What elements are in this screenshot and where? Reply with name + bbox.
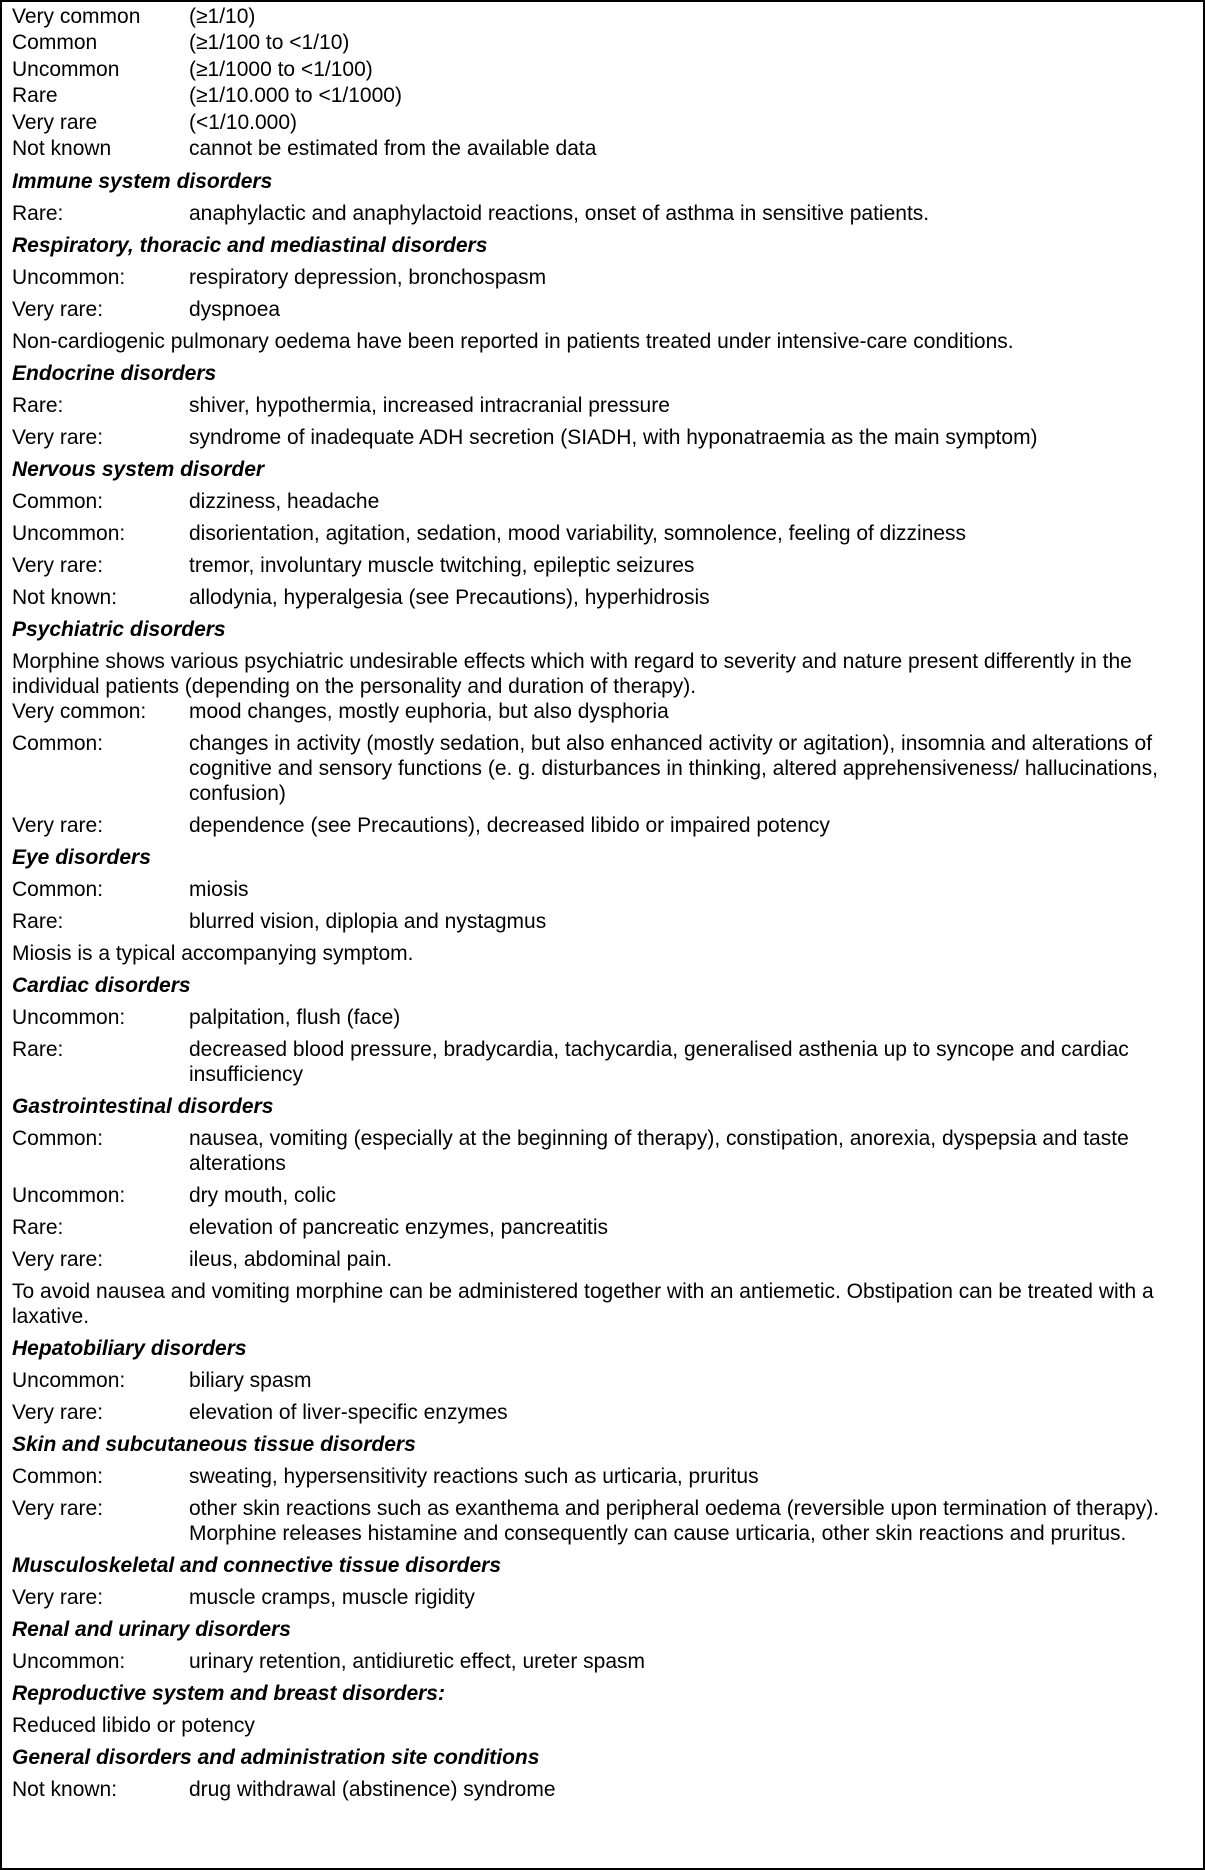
frequency-definition: cannot be estimated from the available data [189,136,597,160]
section-note: Non-cardiogenic pulmonary oedema have been reported in patients treated under intensive-care conditions. [12,330,1014,354]
frequency-label: Uncommon: [12,1006,126,1030]
effect-row [12,1126,1193,1176]
disorder-section [12,1432,1193,1546]
frequency-term: Not known [12,136,112,160]
disorder-section [12,361,1193,450]
frequency-label: Uncommon: [12,1369,126,1393]
frequency-label: Rare: [12,1216,64,1240]
frequency-term: Common [12,31,98,55]
frequency-label: Common: [12,1465,104,1489]
effect-description: nausea, vomiting (especially at the beginning of therapy), constipation, anorexia, dyspepsia and taste alterations [189,1127,1129,1176]
effect-row [12,297,1193,322]
effect-row [12,1183,1193,1208]
frequency-label: Very rare: [12,426,104,450]
effect-row [12,585,1193,610]
effect-description: tremor, involuntary muscle twitching, epileptic seizures [189,554,695,578]
frequency-label: Very rare: [12,298,104,322]
effect-description: ileus, abdominal pain. [189,1248,393,1272]
effect-description: allodynia, hyperalgesia (see Precautions), hyperhidrosis [189,586,710,610]
effect-description: blurred vision, diplopia and nystagmus [189,910,547,934]
frequency-label: Very rare: [12,1248,104,1272]
effect-description: decreased blood pressure, bradycardia, tachycardia, generalised asthenia up to syncope and cardiac insufficiency [189,1038,1129,1087]
section-heading: General disorders and administration site conditions [12,1746,540,1770]
effect-row [12,1464,1193,1489]
effect-row [12,393,1193,418]
section-note: To avoid nausea and vomiting morphine can be administered together with an antiemetic. Obstipation can be treated with a laxative. [12,1280,1154,1329]
section-heading: Psychiatric disorders [12,618,226,642]
section-heading: Endocrine disorders [12,362,217,386]
section-heading: Reproductive system and breast disorders: [12,1682,445,1706]
frequency-label: Very rare: [12,554,104,578]
disorder-section [12,617,1193,838]
effect-description: changes in activity (mostly sedation, but also enhanced activity or agitation), insomnia and alterations of cognitive and sensory functions (e. g. disturbances in thinking, altered apprehensiveness/ hallucinations, confusion) [189,732,1158,806]
frequency-label: Very rare: [12,1586,104,1610]
disorder-section [12,973,1193,1087]
frequency-label: Rare: [12,202,64,226]
effect-row [12,731,1193,806]
effect-description: palpitation, flush (face) [189,1006,401,1030]
frequency-label: Not known: [12,586,118,610]
effect-description: mood changes, mostly euphoria, but also dysphoria [189,700,669,724]
effect-description: anaphylactic and anaphylactoid reactions, onset of asthma in sensitive patients. [189,202,930,226]
effect-row [12,265,1193,290]
frequency-label: Very rare: [12,1401,104,1425]
effect-row [12,1649,1193,1674]
effect-description: miosis [189,878,249,902]
frequency-label: Very rare: [12,814,104,838]
frequency-row [12,4,1193,30]
section-heading: Immune system disorders [12,170,273,194]
disorder-section [12,1336,1193,1425]
effect-row [12,1496,1193,1546]
effect-row [12,909,1193,934]
frequency-row [12,136,1193,162]
effect-description: dependence (see Precautions), decreased libido or impaired potency [189,814,830,838]
frequency-term: Very rare [12,110,98,134]
effect-description: drug withdrawal (abstinence) syndrome [189,1778,556,1802]
section-heading: Cardiac disorders [12,974,191,998]
section-heading: Respiratory, thoracic and mediastinal disorders [12,234,488,258]
effect-row [12,813,1193,838]
section-heading: Nervous system disorder [12,458,265,482]
section-note: Miosis is a typical accompanying symptom. [12,942,414,966]
effect-description: syndrome of inadequate ADH secretion (SIADH, with hyponatraemia as the main symptom) [189,426,1038,450]
frequency-term: Uncommon [12,57,120,81]
section-heading: Skin and subcutaneous tissue disorders [12,1433,416,1457]
frequency-definition: (≥1/1000 to <1/100) [189,57,373,81]
effect-description: urinary retention, antidiuretic effect, ureter spasm [189,1650,646,1674]
frequency-definition: (≥1/10.000 to <1/1000) [189,84,402,108]
effect-row [12,877,1193,902]
frequency-row [12,110,1193,136]
frequency-label: Uncommon: [12,266,126,290]
effect-row [12,201,1193,226]
disorder-section [12,1745,1193,1802]
disorder-section [12,1617,1193,1674]
frequency-row [12,30,1193,56]
effect-description: elevation of pancreatic enzymes, pancreatitis [189,1216,609,1240]
frequency-term: Very common [12,5,141,28]
effect-row [12,489,1193,514]
disorder-section [12,1553,1193,1610]
effect-row [12,1585,1193,1610]
frequency-definition: (<1/10.000) [189,110,297,134]
frequency-label: Rare: [12,910,64,934]
disorder-section [12,845,1193,966]
section-heading: Musculoskeletal and connective tissue disorders [12,1554,501,1578]
frequency-label: Uncommon: [12,1650,126,1674]
effect-description: disorientation, agitation, sedation, mood variability, somnolence, feeling of dizziness [189,522,967,546]
disorder-section [12,457,1193,610]
effect-description: muscle cramps, muscle rigidity [189,1586,475,1610]
frequency-label: Common: [12,1127,104,1151]
frequency-label: Common: [12,732,104,756]
frequency-label: Not known: [12,1778,118,1802]
frequency-label: Very rare: [12,1497,104,1521]
effect-row [12,1037,1193,1087]
frequency-label: Uncommon: [12,522,126,546]
section-heading: Hepatobiliary disorders [12,1337,247,1361]
effect-row [12,425,1193,450]
frequency-label: Rare: [12,1038,64,1062]
section-note: Morphine shows various psychiatric undesirable effects which with regard to severity and nature present differently in the individual patients (depending on the personality and duration of therapy). [12,650,1132,699]
effect-row [12,553,1193,578]
effect-row [12,1215,1193,1240]
frequency-definition: (≥1/100 to <1/10) [189,31,350,55]
effect-description: other skin reactions such as exanthema and peripheral oedema (reversible upon termination of therapy). Morphine releases histamine and consequently can cause urticaria, other skin reactions and pruritus. [189,1497,1160,1546]
frequency-row [12,83,1193,109]
frequency-definition: (≥1/10) [189,5,256,28]
effect-description: dyspnoea [189,298,281,322]
sections-container [12,169,1193,1802]
effect-row [12,1777,1193,1802]
disorder-section [12,1094,1193,1329]
effect-row [12,1400,1193,1425]
effect-description: dry mouth, colic [189,1184,337,1208]
frequency-label: Common: [12,878,104,902]
effect-description: elevation of liver-specific enzymes [189,1401,508,1425]
section-heading: Eye disorders [12,846,151,870]
frequency-label: Very common: [12,700,147,724]
effect-row [12,699,1193,724]
section-note: Reduced libido or potency [12,1714,255,1738]
effect-description: respiratory depression, bronchospasm [189,266,547,290]
effect-description: sweating, hypersensitivity reactions such as urticaria, pruritus [189,1465,759,1489]
effect-description: biliary spasm [189,1369,312,1393]
section-heading: Gastrointestinal disorders [12,1095,274,1119]
effect-row [12,521,1193,546]
effect-row [12,1247,1193,1272]
disorder-section [12,233,1193,354]
disorder-section [12,169,1193,226]
frequency-label: Rare: [12,394,64,418]
effect-row [12,1368,1193,1393]
frequency-label: Uncommon: [12,1184,126,1208]
frequency-term: Rare [12,84,58,108]
effect-description: dizziness, headache [189,490,380,514]
frequency-legend [12,4,1193,162]
frequency-row [12,57,1193,83]
effect-row [12,1005,1193,1030]
section-heading: Renal and urinary disorders [12,1618,291,1642]
disorder-section [12,1681,1193,1738]
effect-description: shiver, hypothermia, increased intracranial pressure [189,394,670,418]
frequency-label: Common: [12,490,104,514]
